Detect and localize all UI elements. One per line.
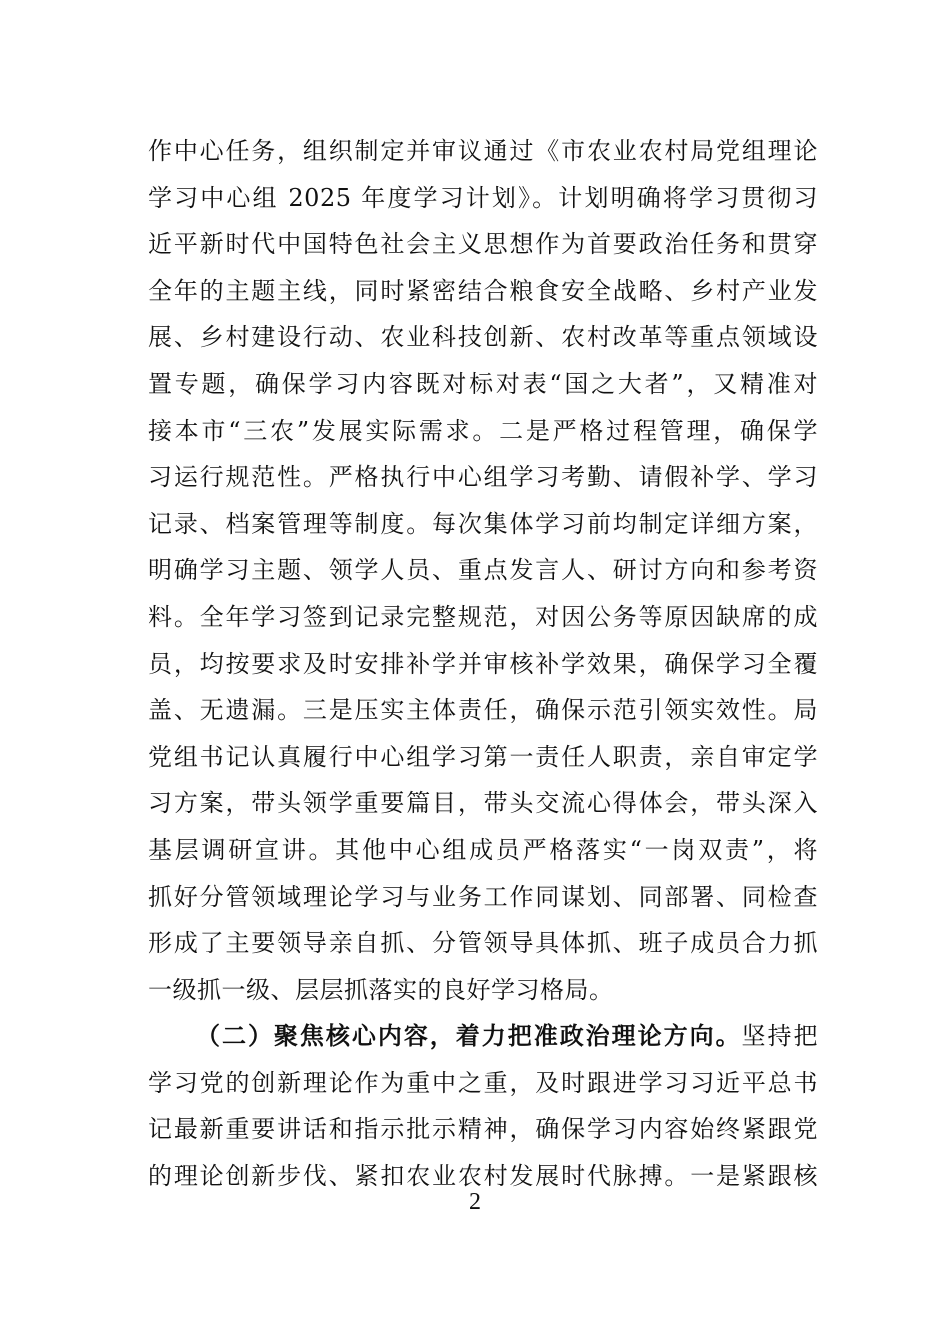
paragraph-1 <box>148 128 818 1013</box>
paragraph-line: 习运行规范性。严格执行中心组学习考勤、请假补学、学习 <box>148 463 818 492</box>
paragraph-line: 记录、档案管理等制度。每次集体学习前均制定详细方案， <box>148 509 818 538</box>
paragraph-line: 的理论创新步伐、紧扣农业农村发展时代脉搏。一是紧跟核 <box>148 1162 818 1191</box>
paragraph-line: 盖、无遗漏。三是压实主体责任，确保示范引领实效性。局 <box>148 696 818 725</box>
paragraph-line: 接本市“三农”发展实际需求。二是严格过程管理，确保学 <box>148 416 818 445</box>
paragraph-line: 学习党的创新理论作为重中之重，及时跟进学习习近平总书 <box>148 1068 818 1097</box>
paragraph-line: 置专题，确保学习内容既对标对表“国之大者”，又精准对 <box>148 369 818 398</box>
paragraph-line: 作中心任务，组织制定并审议通过《市农业农村局党组理论 <box>148 137 818 165</box>
paragraph-line: 党组书记认真履行中心组学习第一责任人职责，亲自审定学 <box>148 742 818 771</box>
paragraph-line: 员，均按要求及时安排补学并审核补学效果，确保学习全覆 <box>148 649 818 678</box>
paragraph-line: 近平新时代中国特色社会主义思想作为首要政治任务和贯穿 <box>148 230 818 259</box>
paragraph-line: 展、乡村建设行动、农业科技创新、农村改革等重点领域设 <box>148 323 818 352</box>
paragraph-line: 全年的主题主线，同时紧密结合粮食安全战略、乡村产业发 <box>148 276 818 305</box>
paragraph-2 <box>148 1013 818 1199</box>
paragraph-line: 基层调研宣讲。其他中心组成员严格落实“一岗双责”，将 <box>148 835 818 864</box>
paragraph-first-line <box>148 1013 818 1060</box>
section-heading: （二）聚焦核心内容，着力把准政治理论方向。 <box>196 1021 742 1051</box>
page-number: 2 <box>469 1189 481 1215</box>
paragraph-line: 料。全年学习签到记录完整规范，对因公务等原因缺席的成 <box>148 602 818 631</box>
paragraph-line: 形成了主要领导亲自抓、分管领导具体抓、班子成员合力抓 <box>148 929 818 958</box>
paragraph-line-rest: 坚持把 <box>741 1022 819 1051</box>
paragraph-line: 习方案，带头领学重要篇目，带头交流心得体会，带头深入 <box>148 789 818 818</box>
paragraph-line: 记最新重要讲话和指示批示精神，确保学习内容始终紧跟党 <box>148 1115 818 1144</box>
paragraph-line: 明确学习主题、领学人员、重点发言人、研讨方向和参考资 <box>148 556 818 585</box>
body-text <box>148 128 818 1200</box>
paragraph-line: 抓好分管领域理论学习与业务工作同谋划、同部署、同检查 <box>148 882 818 911</box>
paragraph-line: 一级抓一级、层层抓落实的良好学习格局。 <box>148 975 614 1004</box>
paragraph-line: 学习中心组 2025 年度学习计划》。计划明确将学习贯彻习 <box>148 183 818 212</box>
